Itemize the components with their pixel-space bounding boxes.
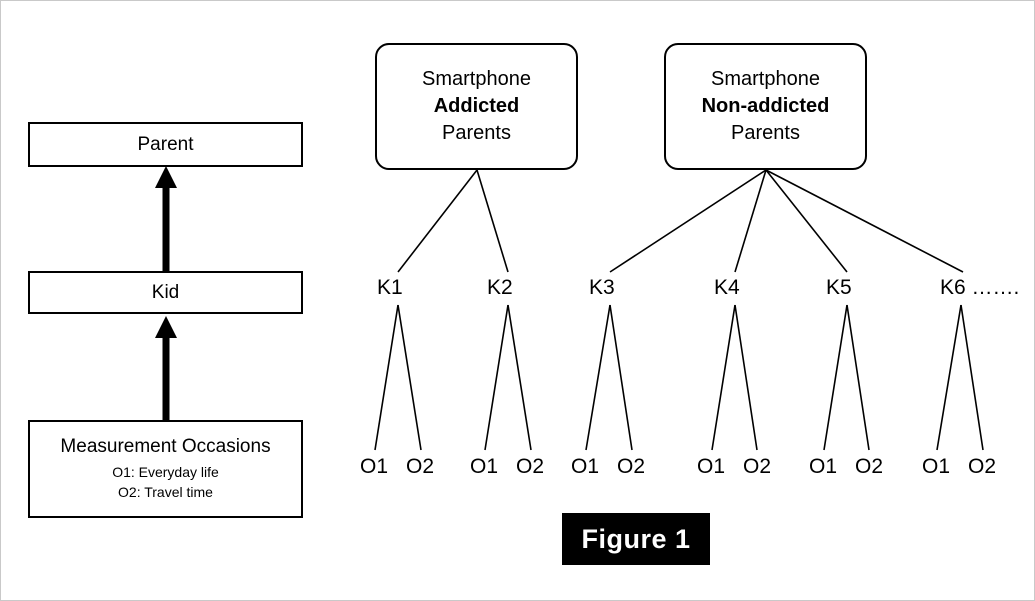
kid-node-k6: K6 ……. bbox=[940, 276, 1020, 299]
occasion-node-k2-o2: O2 bbox=[516, 455, 545, 478]
occasion-node-k6-o1: O1 bbox=[922, 455, 951, 478]
group-nonaddicted-line1: Smartphone bbox=[711, 68, 820, 90]
group-nonaddicted-line2: Non-addicted bbox=[701, 95, 830, 117]
group-box-nonaddicted-parents bbox=[664, 43, 867, 170]
figure-caption: Figure 1 bbox=[562, 513, 710, 565]
level-label-parent: Parent bbox=[137, 133, 194, 155]
occasion-node-k4-o1: O1 bbox=[697, 455, 726, 478]
level-box-kid bbox=[28, 271, 303, 314]
kid-node-k5: K5 bbox=[826, 276, 852, 299]
occasion-node-k2-o1: O1 bbox=[470, 455, 499, 478]
level-box-measurement-occasions bbox=[28, 420, 303, 518]
group-addicted-line3: Parents bbox=[442, 122, 511, 144]
addicted-edges bbox=[398, 170, 508, 272]
nonaddicted-edges bbox=[610, 170, 963, 272]
level-label-kid: Kid bbox=[151, 281, 180, 303]
occasion-node-k6-o2: O2 bbox=[968, 455, 997, 478]
level-label-measurement-occasions: Measurement Occasions bbox=[60, 436, 271, 457]
kid-occasion-edges bbox=[375, 305, 983, 450]
group-box-addicted-parents bbox=[375, 43, 578, 170]
occasion-node-k1-o1: O1 bbox=[360, 455, 389, 478]
level-box-parent bbox=[28, 122, 303, 167]
measurement-sub-label-o2: O2: Travel time bbox=[118, 484, 213, 500]
group-addicted-line2: Addicted bbox=[433, 95, 520, 117]
kid-node-k3: K3 bbox=[589, 276, 615, 299]
occasion-node-k3-o1: O1 bbox=[571, 455, 600, 478]
occasion-node-k1-o2: O2 bbox=[406, 455, 435, 478]
group-addicted-line1: Smartphone bbox=[422, 68, 531, 90]
occasion-node-k4-o2: O2 bbox=[743, 455, 772, 478]
kid-node-k4: K4 bbox=[714, 276, 740, 299]
occasion-node-k5-o1: O1 bbox=[809, 455, 838, 478]
group-nonaddicted-line3: Parents bbox=[731, 122, 800, 144]
occasion-node-k5-o2: O2 bbox=[855, 455, 884, 478]
occasion-node-k3-o2: O2 bbox=[617, 455, 646, 478]
kid-node-k2: K2 bbox=[487, 276, 513, 299]
measurement-sub-label-o1: O1: Everyday life bbox=[112, 464, 219, 480]
kid-node-k1: K1 bbox=[377, 276, 403, 299]
